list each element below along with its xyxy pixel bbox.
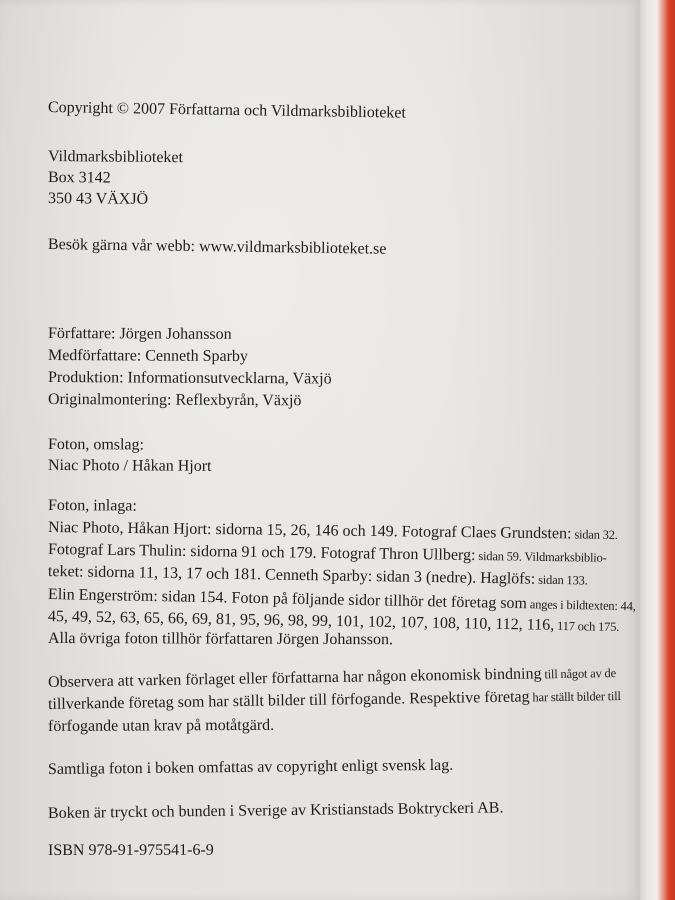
inside-photos-line-3: teket: sidorna 11, 13, 17 och 181. Cenneth Sparby: sidan 3 (nedre). Haglöfs: sidan 133. <box>47 563 588 588</box>
inside-photos-line-4: Elin Engerström: sidan 154. Foton på följande sidor tillhör det företag som anges i bildtexten: 44, <box>47 586 636 614</box>
address-line-1: Vildmarksbiblioteket <box>47 148 184 167</box>
book-cover-edge <box>635 0 675 900</box>
copyright-law-line: Samtliga foton i boken omfattas av copyright enligt svensk lag. <box>47 756 454 778</box>
inside-photos-line-5: 45, 49, 52, 63, 65, 66, 69, 81, 95, 96, 98, 99, 101, 102, 107, 108, 110, 112, 116, 117 och 175. <box>47 608 620 634</box>
isbn-line: ISBN 978-91-975541-6-9 <box>47 841 214 859</box>
credit-production: Produktion: Informationsutvecklarna, Växjö <box>47 369 332 388</box>
inside-photos-line-1: Niac Photo, Håkan Hjort: sidorna 15, 26, 146 och 149. Fotograf Claes Grundsten: sidan 32. <box>47 519 618 543</box>
address-line-2: Box 3142 <box>47 169 111 187</box>
address-line-3: 350 43 VÄXJÖ <box>47 190 149 208</box>
inside-photos-line-6: Alla övriga foton tillhör författaren Jörgen Johansson. <box>47 630 393 649</box>
inside-photos-line-2: Fotograf Lars Thulin: sidorna 91 och 179. Fotograf Thron Ullberg: sidan 59. Vildmarksbiblio- <box>47 541 607 565</box>
cover-photo-heading: Foton, omslag: <box>47 436 145 454</box>
notice-line-1: Observera att varken förlaget eller författarna har någon ekonomisk bindning till något av de <box>47 665 616 691</box>
credit-montage: Originalmontering: Reflexbyrån, Växjö <box>47 391 302 410</box>
cover-photo-credit: Niac Photo / Håkan Hjort <box>47 457 212 475</box>
website-line: Besök gärna vår webb: www.vildmarksbiblioteket.se <box>47 236 387 258</box>
copyright-line: Copyright © 2007 Författarna och Vildmarksbiblioteket <box>47 99 407 122</box>
inside-photos-heading: Foton, inlaga: <box>47 497 137 515</box>
credit-author: Författare: Jörgen Johansson <box>47 325 232 343</box>
notice-line-2: tillverkande företag som har ställt bilder till förfogande. Respektive företag har ställt bilder till <box>47 688 621 713</box>
credit-coauthor: Medförfattare: Cenneth Sparby <box>47 347 248 366</box>
notice-line-3: förfogande utan krav på motåtgärd. <box>47 716 275 735</box>
printer-line: Boken är tryckt och bunden i Sverige av Kristianstads Boktryckeri AB. <box>47 799 504 822</box>
